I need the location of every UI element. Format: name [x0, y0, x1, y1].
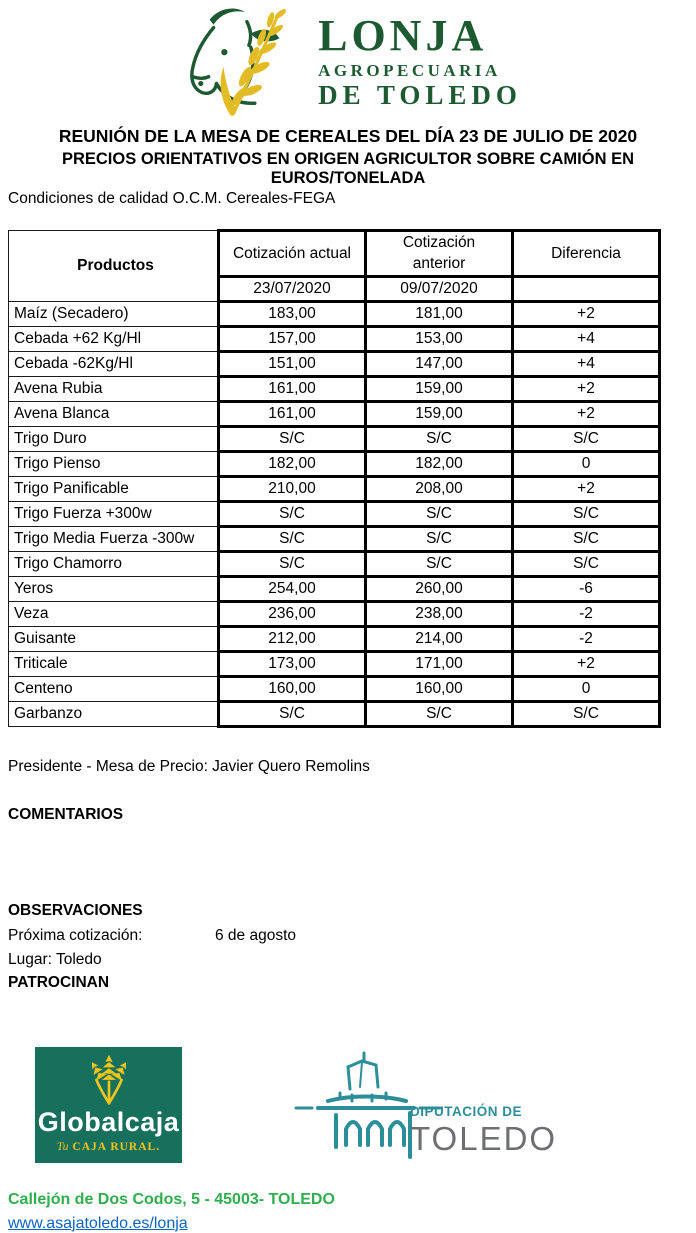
table-row — [9, 377, 660, 402]
next-quotation-label: Próxima cotización: — [8, 927, 143, 944]
header-previous-date: 09/07/2020 — [366, 277, 513, 302]
globalcaja-tagline-tu: Tu — [56, 1141, 69, 1153]
previous-price-cell: 208,00 — [366, 477, 513, 502]
table-row — [9, 427, 660, 452]
price-table — [8, 229, 661, 728]
next-quotation-value: 6 de agosto — [215, 927, 297, 944]
current-price-cell: S/C — [219, 527, 366, 552]
previous-price-cell: 260,00 — [366, 577, 513, 602]
table-row — [9, 677, 660, 702]
product-cell: Trigo Panificable — [9, 477, 219, 502]
previous-price-cell: 153,00 — [366, 327, 513, 352]
current-price-cell: 183,00 — [219, 302, 366, 327]
previous-price-cell: S/C — [366, 527, 513, 552]
prices-subtitle: PRECIOS ORIENTATIVOS EN ORIGEN AGRICULTOR SOBRE CAMIÓN EN EUROS/TONELADA — [61, 150, 635, 187]
difference-cell: +2 — [513, 377, 660, 402]
previous-price-cell: S/C — [366, 702, 513, 727]
table-row — [9, 502, 660, 527]
logo-line2: AGROPECUARIA — [318, 60, 501, 80]
previous-price-cell: 159,00 — [366, 377, 513, 402]
current-price-cell: 182,00 — [219, 452, 366, 477]
president-line: Presidente - Mesa de Precio: Javier Quero Remolins — [8, 758, 370, 775]
difference-cell: +2 — [513, 302, 660, 327]
current-price-cell: 236,00 — [219, 602, 366, 627]
footer — [8, 1191, 696, 1233]
table-row — [9, 302, 660, 327]
previous-price-cell: 171,00 — [366, 652, 513, 677]
globalcaja-tagline-caps: CAJA RURAL. — [72, 1141, 161, 1153]
product-cell: Yeros — [9, 577, 219, 602]
product-cell: Trigo Media Fuerza -300w — [9, 527, 219, 552]
diputacion-toledo-logo — [292, 1049, 558, 1163]
product-cell: Veza — [9, 602, 219, 627]
previous-price-cell: 214,00 — [366, 627, 513, 652]
sponsors-heading: PATROCINAN — [8, 974, 110, 991]
table-row — [9, 552, 660, 577]
wheat-icon — [72, 1053, 146, 1105]
globalcaja-tagline — [57, 1141, 160, 1153]
table-row — [9, 402, 660, 427]
difference-cell: +4 — [513, 327, 660, 352]
previous-price-cell: 160,00 — [366, 677, 513, 702]
observations-heading: OBSERVACIONES — [8, 902, 143, 919]
product-cell: Garbanzo — [9, 702, 219, 727]
header-difference: Diferencia — [513, 231, 660, 277]
header-previous-label: Cotización anterior — [402, 233, 476, 272]
lonja-logo — [0, 0, 696, 116]
current-price-cell: 157,00 — [219, 327, 366, 352]
current-price-cell: S/C — [219, 502, 366, 527]
difference-cell: +2 — [513, 652, 660, 677]
difference-cell: -2 — [513, 602, 660, 627]
globalcaja-name: Globalcaja — [37, 1107, 180, 1137]
table-row — [9, 352, 660, 377]
logo-line3: DE TOLEDO — [318, 79, 522, 110]
previous-price-cell: 181,00 — [366, 302, 513, 327]
table-row — [9, 702, 660, 727]
header-previous — [366, 231, 513, 277]
difference-cell: 0 — [513, 452, 660, 477]
table-row — [9, 527, 660, 552]
previous-price-cell: S/C — [366, 552, 513, 577]
footer-address: Callejón de Dos Codos, 5 - 45003- TOLEDO — [8, 1191, 335, 1208]
current-price-cell: 160,00 — [219, 677, 366, 702]
current-price-cell: S/C — [219, 702, 366, 727]
product-cell: Maíz (Secadero) — [9, 302, 219, 327]
difference-cell: S/C — [513, 552, 660, 577]
table-row — [9, 602, 660, 627]
bull-wheat-icon — [174, 6, 314, 116]
footer-link[interactable]: www.asajatoledo.es/lonja — [8, 1215, 188, 1232]
table-row — [9, 452, 660, 477]
header-current: Cotización actual — [219, 231, 366, 277]
current-price-cell: 161,00 — [219, 377, 366, 402]
table-row — [9, 577, 660, 602]
comments-heading: COMENTARIOS — [8, 806, 124, 823]
header-products: Productos — [9, 231, 219, 302]
table-row — [9, 627, 660, 652]
current-price-cell: 161,00 — [219, 402, 366, 427]
quality-conditions: Condiciones de calidad O.C.M. Cereales-FEGA — [8, 190, 336, 207]
difference-cell: -2 — [513, 627, 660, 652]
header-current-date: 23/07/2020 — [219, 277, 366, 302]
product-cell: Avena Blanca — [9, 402, 219, 427]
product-cell: Trigo Pienso — [9, 452, 219, 477]
price-table-body — [9, 302, 660, 727]
difference-cell: -6 — [513, 577, 660, 602]
table-row — [9, 652, 660, 677]
current-price-cell: 212,00 — [219, 627, 366, 652]
current-price-cell: 254,00 — [219, 577, 366, 602]
difference-cell: S/C — [513, 702, 660, 727]
sponsor-logos — [0, 1047, 696, 1167]
previous-price-cell: S/C — [366, 502, 513, 527]
diputacion-line1: DIPUTACIÓN DE — [410, 1104, 523, 1119]
product-cell: Guisante — [9, 627, 219, 652]
difference-cell: S/C — [513, 502, 660, 527]
product-cell: Trigo Fuerza +300w — [9, 502, 219, 527]
product-cell: Avena Rubia — [9, 377, 219, 402]
difference-cell: +4 — [513, 352, 660, 377]
difference-cell: +2 — [513, 477, 660, 502]
product-cell: Trigo Chamorro — [9, 552, 219, 577]
current-price-cell: S/C — [219, 427, 366, 452]
previous-price-cell: 159,00 — [366, 402, 513, 427]
lonja-logo-text — [318, 10, 522, 110]
place-line: Lugar: Toledo — [8, 951, 102, 968]
product-cell: Cebada -62Kg/Hl — [9, 352, 219, 377]
product-cell: Triticale — [9, 652, 219, 677]
product-cell: Centeno — [9, 677, 219, 702]
previous-price-cell: 182,00 — [366, 452, 513, 477]
difference-cell: 0 — [513, 677, 660, 702]
current-price-cell: 173,00 — [219, 652, 366, 677]
previous-price-cell: 238,00 — [366, 602, 513, 627]
header-difference-empty-cell — [513, 277, 660, 302]
previous-price-cell: 147,00 — [366, 352, 513, 377]
next-quotation-line — [8, 927, 696, 945]
difference-cell: S/C — [513, 427, 660, 452]
product-cell: Cebada +62 Kg/Hl — [9, 327, 219, 352]
meeting-title: REUNIÓN DE LA MESA DE CEREALES DEL DÍA 23 DE JULIO DE 2020 — [58, 126, 638, 146]
current-price-cell: 151,00 — [219, 352, 366, 377]
table-row — [9, 327, 660, 352]
current-price-cell: S/C — [219, 552, 366, 577]
logo-name: LONJA — [318, 10, 488, 60]
previous-price-cell: S/C — [366, 427, 513, 452]
difference-cell: S/C — [513, 527, 660, 552]
difference-cell: +2 — [513, 402, 660, 427]
table-row — [9, 477, 660, 502]
globalcaja-logo — [35, 1047, 182, 1163]
diputacion-line2: TOLEDO — [410, 1119, 558, 1157]
product-cell: Trigo Duro — [9, 427, 219, 452]
current-price-cell: 210,00 — [219, 477, 366, 502]
diputacion-text — [410, 1105, 557, 1155]
